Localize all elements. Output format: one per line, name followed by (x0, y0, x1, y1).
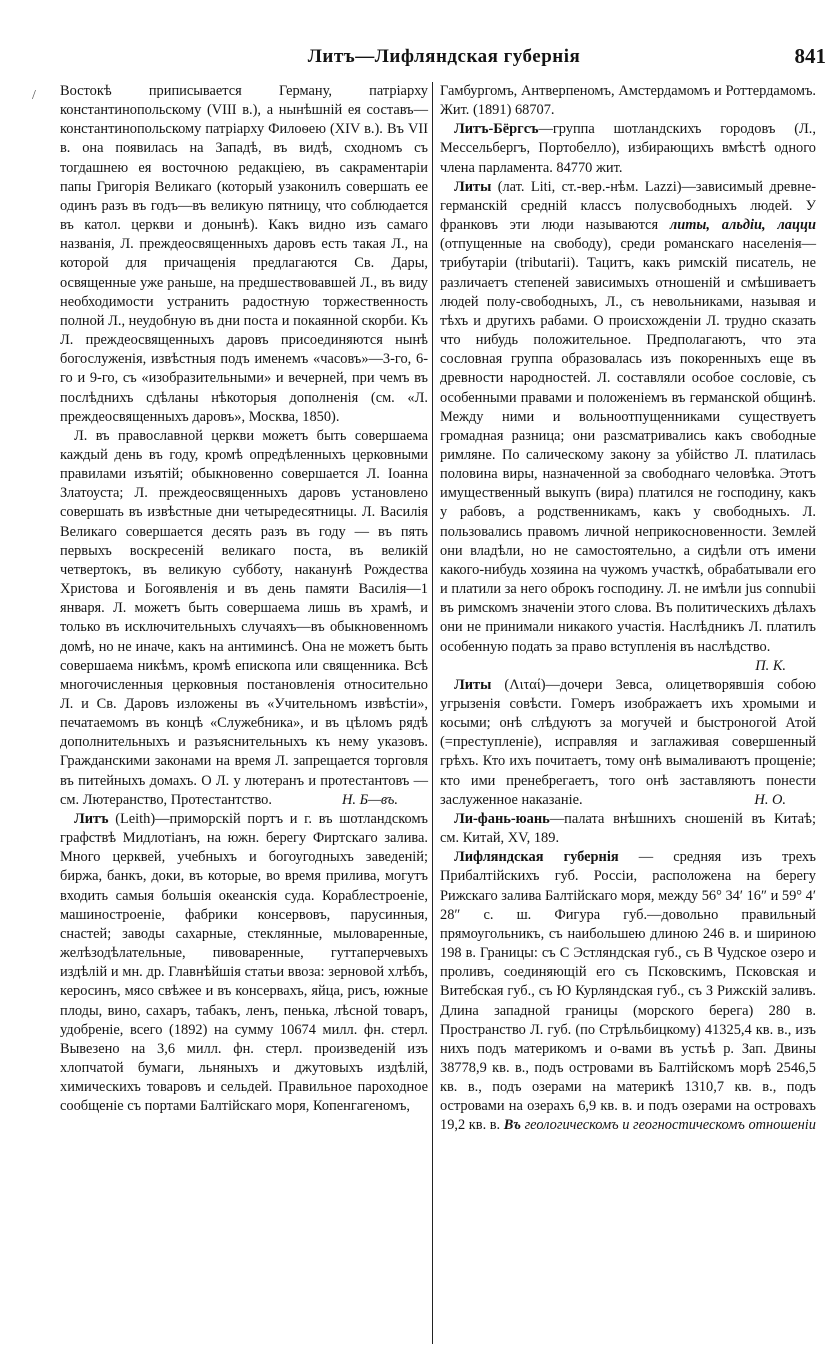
entry-lifanyuan (440, 810, 816, 848)
running-header (58, 42, 830, 72)
author-signature: Н. О. (754, 791, 786, 808)
entry-livonia-tail-a: Въ (503, 1117, 521, 1134)
liturgy-practice-paragraph (60, 427, 428, 810)
entry-leith (60, 810, 428, 1117)
leith-continuation: Гамбургомъ, Антверпеномъ, Амстердамомъ и Роттердамомъ. Жит. (1891) 68707. (440, 83, 816, 119)
author-signature: Н. Б—въ. (342, 791, 398, 808)
headword-litai: Литы (454, 676, 492, 693)
running-title: Литъ—Лифляндская губернія (307, 46, 581, 67)
headword-leith-burghs: Литъ-Бёргсъ (454, 121, 539, 138)
liturgy-continuation-paragraph: Востокѣ приписывается Герману, патріарху константинопольскому (VIII в.), а нынѣшній ея составъ—константинопольскому патріарху Филоѳею (XIV в.). Въ VII в. она появилась на Западѣ, въ видѣ, сходномъ съ тогдашнею ея восточною редакціею, въ сакраментаріи папы Григорія Великаго (который узаконилъ совершать ее одинъ разъ въ годъ—въ великую пятницу, что соблюдается въ катол. церкви и донынѣ). Какъ видно изъ самаго названія, Л. преждеосвященныхъ даровъ есть такая Л., на которой для причащенія предлагаются Св. Дары, освященные уже раньше, на предшествовавшей Л., въ виду необходимости устранить радостную торжественность полной Л., неудобную въ дни поста и покаянной скорби. Къ Л. преждеосвященныхъ даровъ присоединяются нынѣ богослуженія, извѣстныя подъ именемъ «часовъ»—3-го, 6-го и 9-го, съ «изобразительными» и вечерней, при чемъ въ послѣднихъ сдѣланы нѣкоторыя дополненія (см. «Л. преждеосвященныхъ даровъ», Москва, 1850). (60, 83, 428, 425)
author-signature: П. К. (755, 657, 786, 674)
right-column (440, 82, 816, 1136)
entry-livonia-text: — средняя изъ трехъ Прибалтійскихъ губ. Россіи, расположена на берегу Рижскаго залива Балтійскаго моря, между 56° 34′ 16″ и 59° 4′ 28″ с. ш. Фигура губ.—довольно правильный прямоугольникъ, съ наибольшею длиною 246 в. и шириною 198 в. Границы: съ С Эстляндская губ., съ В Чудское озеро и проливъ, соединяющій его съ Псковскимъ, Псковская и Витебская губ., съ Ю Курляндская губ., съ З Рижскій заливъ. Длина западной границы (морского берега) 280 в. Пространство Л. губ. (по Стрѣльбицкому) 41325,4 кв. в., изъ нихъ подъ материкомъ и о-вами въ устьѣ р. Зап. Двины 38778,9 кв. в., подъ островами въ Балтійскомъ морѣ 2546,5 кв. в., подъ озерами на материкѣ 1310,7 кв. в., подъ островами на озерахъ 6,9 кв. в. и подъ озерами на островахъ 19,2 кв. в. (440, 849, 816, 1134)
headword-lifanyuan: Ли-фань-юань (454, 810, 550, 827)
entry-livonia (440, 848, 816, 1135)
liturgy-practice-text: Л. въ православной церкви можетъ быть совершаема каждый день въ году, кромѣ опредѣленныхъ церковными правилами изъятій; обыкновенно совершается Л. Іоанна Златоуста; Л. преждеосвященныхъ даровъ установлено совершать въ извѣстные дни четыредесятницы. Л. Василія Великаго совершается десять разъ въ году — въ пять первыхъ воскресеній великаго поста, въ великій четвертокъ, въ великую субботу, наканунѣ Рождества Христова и Богоявленія и въ день памяти Василія—1 января. Л. можетъ быть совершаема лишь въ храмѣ, и только въ исключительныхъ случаяхъ—въ обыкновенномъ домѣ, но не иначе, какъ на антиминсѣ. Она не можетъ быть совершаема никѣмъ, кромѣ епископа или священника. Всѣ многочисленныя церковныя постановленія относительно Л. и Св. Даровъ изложены въ «Учительномъ извѣстіи», печатаемомъ въ концѣ «Служебника», и въ цѣломъ рядѣ дополнительныхъ и разъяснительныхъ къ нему указовъ. Гражданскими законами на время Л. запрещается торговля въ питейныхъ домахъ. О Л. у лютеранъ и протестантовъ — см. Лютеранство, Протестантство. (60, 427, 428, 808)
headword-leith: Литъ (74, 810, 109, 827)
entry-leith-text: (Leith)—приморскій портъ и г. въ шотландскомъ графствѣ Мидлотіанъ, на южн. берегу Фиртскаго залива. Много церквей, учебныхъ и богоугодныхъ заведеній; биржа, банкъ, доки, въ которые, во время прилива, могутъ входить самыя большія океанскія суда. Кораблестроеніе, машиностроеніе, фабрики консервовъ, парусинныя, снастей; заводы сахарные, стеклянные, мыловаренные, желѣзодѣлательные, пивоваренные, гуттаперчевыхъ издѣлій и мн. др. Главнѣйшія статьи ввоза: зерновой хлѣбъ, керосинъ, мясо свѣжее и въ консервахъ, яйца, рисъ, южные плоды, вино, сахаръ, табакъ, ленъ, пенька, лѣсной товаръ, удобреніе, всего (1892) на сумму 10674 милл. фн. стерл. Вывезено на 3,6 милл. фн. стерл. произведеній изъ хлопчатой бумаги, льняныхъ и джутовыхъ издѣлій, химическихъ товаровъ и сельдей. Правильное пароходное сообщеніе съ портами Балтійскаго моря, Копенгагеномъ, (60, 810, 428, 1115)
column-divider (432, 82, 433, 1344)
entry-livonia-tail-b: геологическомъ и геогностическомъ отношеніи (524, 1117, 816, 1134)
entry-lifanyuan-text: —палата внѣшнихъ сношеній въ Китаѣ; см. Китай, XV, 189. (440, 810, 816, 847)
entry-litai-text: (Λιταί)—дочери Зевса, олицетворявшія собою угрызенія совѣсти. Гомеръ изображаетъ ихъ хромыми и косыми; онѣ слѣдуютъ за могучей и быстроногой Атой (=преступленіе), исправляя и заглаживая совершенный грѣхъ. Кто ихъ почитаетъ, тому онѣ вымаливаютъ прощеніе; кто ими пренебрегаетъ, того онѣ заставляютъ понести заслуженное наказаніе. (440, 676, 816, 808)
entry-litai (440, 676, 816, 810)
page-number: 841 (794, 44, 826, 68)
entry-liti (440, 178, 816, 676)
entry-liti-text-b: (отпущенные на свободу), среди романскаго населенія—трибутаріи (tributarii). Тацитъ, какъ римскій писатель, не различаетъ степеней зависимыхъ отношеній и смѣшиваетъ людей полу-свободныхъ, Л., съ невольниками, называя и тѣхъ и другихъ рабами. О происхожденіи Л. трудно сказать что нибудь положительное. Предполагаютъ, что эта сословная группа образовалась изъ покоренныхъ еще въ древности народностей. Л. составляли особое сословіе, съ особенными правами и положеніемъ въ германской общинѣ. Между ними и вольноотпущенниками существуетъ громадная разница; они разсматривались какъ свободные римляне. По салическому закону за убійство Л. платилась половина виры, назначенной за свободнаго человѣка. Этотъ имущественный выкупъ (вира) платился не господину, какъ у рабовъ, а родственникамъ, какъ у свободныхъ. Л. пользовались правомъ личной неприкосновенности. Землей они владѣли, но не самостоятельно, а сидѣли отъ имени какого-нибудь хозяина на чужомъ участкѣ, обрабатывали его и платили за него оброкъ господину. Л. не имѣли jus connubii въ римскомъ значеніи этого слова. Въ политическихъ дѣлахъ они не принимали никакого участія. Наслѣдникъ Л. платилъ особенную подать за право вступленія въ наслѣдство. (440, 236, 816, 655)
headword-livonia: Лифляндская губернія (454, 849, 619, 866)
headword-liti: Литы (454, 178, 492, 195)
left-column (60, 82, 428, 1116)
margin-mark: / (32, 88, 36, 103)
entry-leith-burghs-text: —группа шотландскихъ городовъ (Л., Мессельбергъ, Портобелло), избирающихъ вмѣстѣ одного члена парламента. 84770 жит. (440, 121, 816, 176)
entry-liti-text-a: (лат. Liti, ст.-вер.-нѣм. Lazzi)—зависимый древне-германскій средній классъ полусвободныхъ людей. У франковъ эти люди называются (440, 178, 816, 234)
entry-leith-burghs (440, 120, 816, 177)
entry-liti-terms: литы, альдіи, лацци (669, 217, 816, 234)
